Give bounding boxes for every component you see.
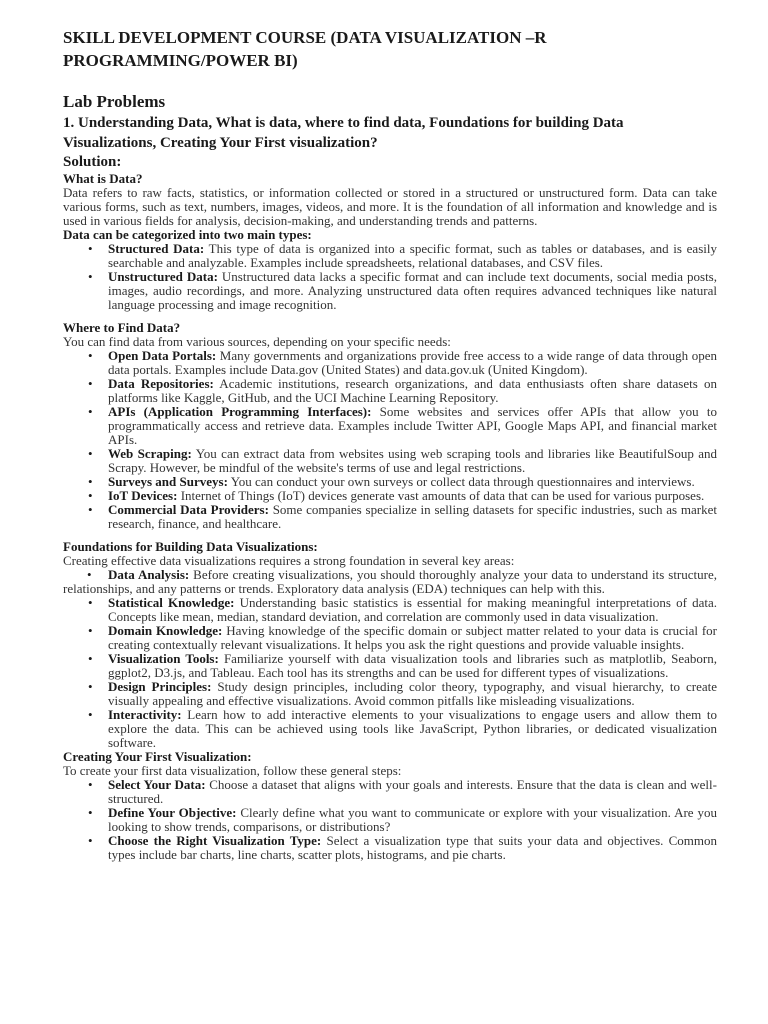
document-body [63,114,717,862]
item-description: Some companies specialize in selling datasets for specific industries, such as market research, finance, and healthcare. [108,502,717,532]
item-term: Define Your Objective: [108,805,237,821]
item-term: Design Principles: [108,679,212,695]
item-description: Study design principles, including color theory, typography, and visual hierarchy, to create visually appealing and effective visualizations. Avoid common pitfalls like misleading visualizations. [108,679,717,709]
item-description: Unstructured data lacks a specific format and can include text documents, social media posts, images, audio recordings, and more. Analyzing unstructured data often requires advanced techniques like natural language processing and image recognition. [108,269,717,313]
item-description: Internet of Things (IoT) devices generate vast amounts of data that can be used for various purposes. [177,488,705,504]
bullet-icon: • [87,567,92,583]
lab-problems-heading: Lab Problems [63,92,166,111]
item-term: Commercial Data Providers: [108,502,269,518]
item-term: Interactivity: [108,707,182,723]
list-item [63,568,717,596]
bullet-icon: • [88,651,93,667]
list-item [63,806,717,834]
bullet-icon: • [88,679,93,695]
item-description: You can extract data from websites using web scraping tools and libraries like BeautifulSoup and Scrapy. However, be mindful of the website's terms of use and legal restrictions. [108,446,717,476]
section-intro: You can find data from various sources, depending on your specific needs: [63,334,451,350]
bullet-icon: • [88,376,93,392]
item-description: Having knowledge of the specific domain or subject matter related to your data is crucial for creating contextually relevant visualizations. It helps you ask the right questions and provide valuable insights. [108,623,717,653]
list-item [63,447,717,475]
list-item [63,652,717,680]
section-first-visualization [63,750,717,862]
list-item [63,708,717,750]
item-term: Surveys and Surveys: [108,474,228,490]
bullet-icon: • [88,623,93,639]
bullet-icon: • [88,833,93,849]
solution-label: Solution: [63,154,122,171]
list-item [63,475,717,489]
list-item [63,778,717,806]
bullet-icon: • [88,241,93,257]
list-item [63,834,717,862]
bullet-icon: • [88,348,93,364]
item-description: Familiarize yourself with data visualization tools and libraries such as matplotlib, Seaborn, ggplot2, D3.js, and Tableau. Each tool has its strengths and can be used for different types of visualizations. [108,651,717,681]
item-description: This type of data is organized into a specific format, such as tables or databases, and is easily searchable and analyzable. Examples include spreadsheets, relational databases, and CSV files. [108,241,717,271]
bullet-icon: • [88,805,93,821]
item-term: Web Scraping: [108,446,192,462]
item-term: IoT Devices: [108,488,178,504]
item-description: Learn how to add interactive elements to your visualizations to engage users and allow them to explore the data. This can be achieved using tools like JavaScript, Python libraries, or dedicated visualization software. [108,707,717,751]
item-term: Statistical Knowledge: [108,595,235,611]
course-title: SKILL DEVELOPMENT COURSE (DATA VISUALIZATION –R PROGRAMMING/POWER BI) [63,28,547,70]
item-description: Understanding basic statistics is essential for making meaningful interpretations of data. Concepts like mean, median, standard deviation, and correlation are commonly used in data visualization. [108,595,717,625]
item-term: Choose the Right Visualization Type: [108,833,322,849]
section-heading: Creating Your First Visualization: [63,749,252,765]
item-description: Select a visualization type that suits your data and objectives. Common types include bar charts, line charts, scatter plots, histograms, and pie charts. [108,833,717,863]
list-item [63,405,717,447]
item-description: Before creating visualizations, you should thoroughly analyze your data to understand its structure, relationships, and any patterns or trends. Exploratory data analysis (EDA) techniques can help with this. [63,567,717,597]
list-item [63,377,717,405]
section-heading: Foundations for Building Data Visualizations: [63,539,318,555]
bullet-icon: • [88,488,93,504]
bullet-icon: • [88,502,93,518]
section-heading: Where to Find Data? [63,320,181,336]
item-description: Academic institutions, research organizations, and data enthusiasts often share datasets on platforms like Kaggle, GitHub, and the UCI Machine Learning Repository. [108,376,717,406]
section-paragraph: Data refers to raw facts, statistics, or information collected or stored in a structured or unstructured form. Data can take various forms, such as text, numbers, images, videos, and more. It is the foundation of all information and knowledge and is used in various fields for analysis, decision-making, and understanding trends and patterns. [63,185,717,229]
section-foundations [63,540,717,750]
list-item [63,349,717,377]
item-term: Domain Knowledge: [108,623,223,639]
list-item [63,680,717,708]
list-item [63,503,717,531]
types-heading: Data can be categorized into two main types: [63,227,312,243]
item-description: You can conduct your own surveys or collect data through questionnaires and interviews. [227,474,695,490]
foundations-list [63,568,717,750]
item-term: Structured Data: [108,241,205,257]
item-term: Open Data Portals: [108,348,217,364]
item-term: APIs (Application Programming Interfaces): [108,404,372,420]
bullet-icon: • [88,777,93,793]
bullet-icon: • [88,269,93,285]
item-term: Data Repositories: [108,376,214,392]
section-intro: Creating effective data visualizations requires a strong foundation in several key areas: [63,553,515,569]
data-sources-list [63,349,717,531]
bullet-icon: • [88,474,93,490]
bullet-icon: • [88,404,93,420]
bullet-icon: • [88,707,93,723]
list-item [63,270,717,312]
section-heading: What is Data? [63,171,143,187]
bullet-icon: • [88,446,93,462]
item-term: Select Your Data: [108,777,206,793]
section-what-is-data [63,172,717,312]
bullet-icon: • [88,595,93,611]
list-item [63,489,717,503]
problem-title: 1. Understanding Data, What is data, where to find data, Foundations for building Data Visualizations, Creating Your First visualization? [63,115,624,151]
item-description: Choose a dataset that aligns with your goals and interests. Ensure that the data is clean and well-structured. [108,777,717,807]
item-description: Some websites and services offer APIs that allow you to programmatically access and retrieve data. Examples include Twitter API, Google Maps API, and financial market APIs. [108,404,717,448]
item-term: Data Analysis: [108,567,190,583]
section-where-to-find-data [63,321,717,531]
item-term: Visualization Tools: [108,651,219,667]
data-types-list [63,242,717,312]
steps-list [63,778,717,862]
item-description: Many governments and organizations provide free access to a wide range of data through open data portals. Examples include Data.gov (United States) and data.gov.uk (United Kingdom). [108,348,717,378]
list-item [63,624,717,652]
list-item [63,242,717,270]
section-intro: To create your first data visualization, follow these general steps: [63,763,402,779]
list-item [63,596,717,624]
item-term: Unstructured Data: [108,269,218,285]
item-description: Clearly define what you want to communicate or explore with your visualization. Are you looking to show trends, comparisons, or distributions? [108,805,717,835]
